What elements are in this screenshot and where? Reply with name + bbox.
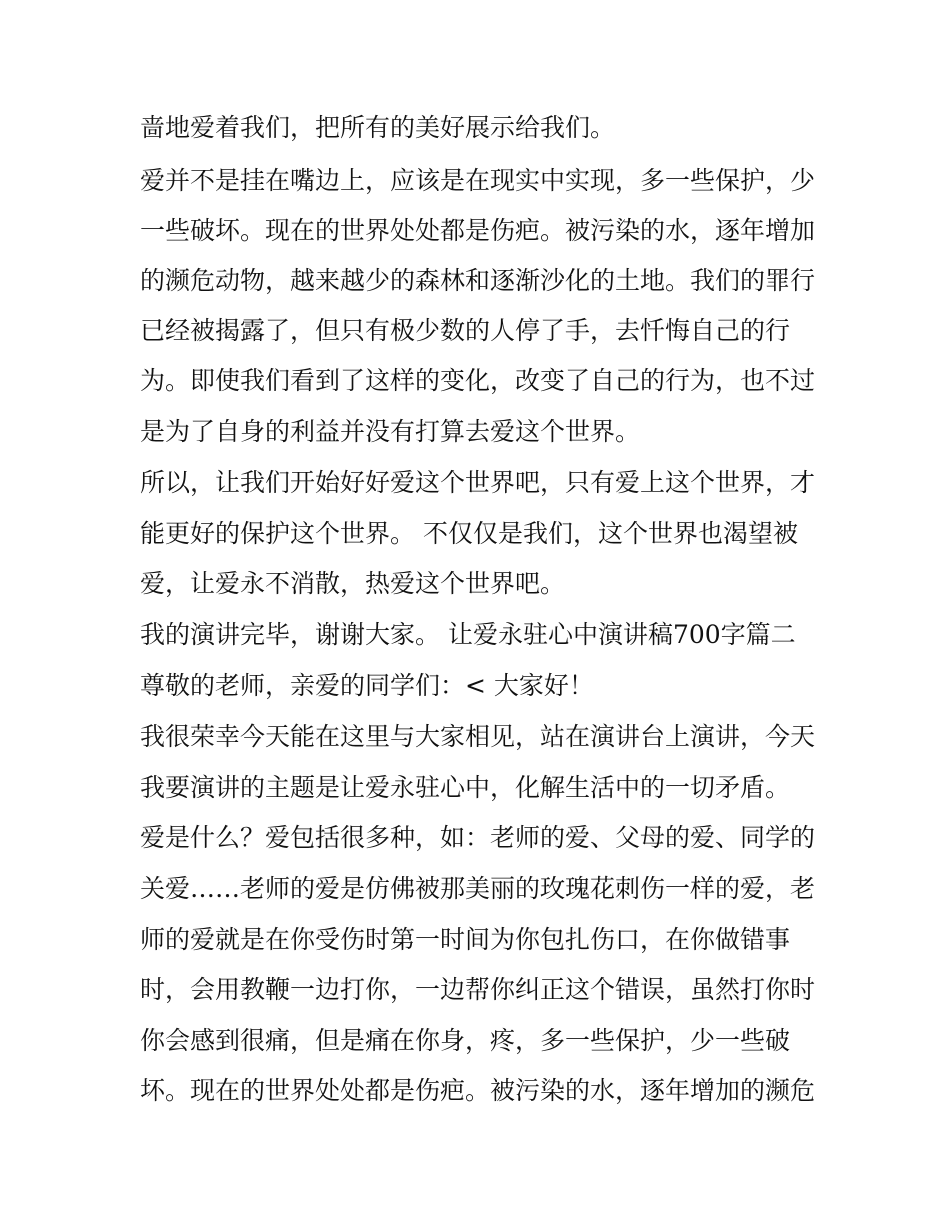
text-line: 啬地爱着我们，把所有的美好展示给我们。: [140, 113, 616, 142]
text-line: 尊敬的老师，亲爱的同学们：< 大家好！: [140, 671, 594, 700]
text-line: 关爱……老师的爱是仿佛被那美丽的玫瑰花刺伤一样的爱，老: [140, 874, 816, 903]
text-line: 爱是什么？爱包括很多种，如：老师的爱、父母的爱、同学的: [140, 823, 816, 852]
text-line: 爱，让爱永不消散，热爱这个世界吧。: [140, 569, 566, 598]
text-line: 我很荣幸今天能在这里与大家相见，站在演讲台上演讲，今天: [140, 722, 816, 751]
text-line: 我的演讲完毕，谢谢大家。 让爱永驻心中演讲稿700字篇二: [140, 620, 796, 649]
text-line: 为。即使我们看到了这样的变化，改变了自己的行为，也不过: [140, 366, 816, 395]
text-line: 你会感到很痛，但是痛在你身，疼，多一些保护，少一些破: [140, 1026, 791, 1055]
text-line: 是为了自身的利益并没有打算去爱这个世界。: [140, 417, 641, 446]
text-line: 的濒危动物，越来越少的森林和逐渐沙化的土地。我们的罪行: [140, 266, 816, 295]
text-line: 一些破坏。现在的世界处处都是伤疤。被污染的水，逐年增加: [140, 216, 816, 245]
text-line: 能更好的保护这个世界。 不仅仅是我们，这个世界也渴望被: [140, 519, 798, 548]
text-line: 爱并不是挂在嘴边上，应该是在现实中实现，多一些保护，少: [140, 166, 816, 195]
text-line: 已经被揭露了，但只有极少数的人停了手，去忏悔自己的行: [140, 316, 791, 345]
text-line: 我要演讲的主题是让爱永驻心中，化解生活中的一切矛盾。: [140, 773, 791, 802]
text-line: 所以，让我们开始好好爱这个世界吧，只有爱上这个世界，才: [140, 468, 816, 497]
text-line: 时，会用教鞭一边打你，一边帮你纠正这个错误，虽然打你时: [140, 975, 816, 1004]
text-line: 师的爱就是在你受伤时第一时间为你包扎伤口，在你做错事: [140, 925, 791, 954]
text-line: 坏。现在的世界处处都是伤疤。被污染的水，逐年增加的濒危: [140, 1076, 816, 1105]
